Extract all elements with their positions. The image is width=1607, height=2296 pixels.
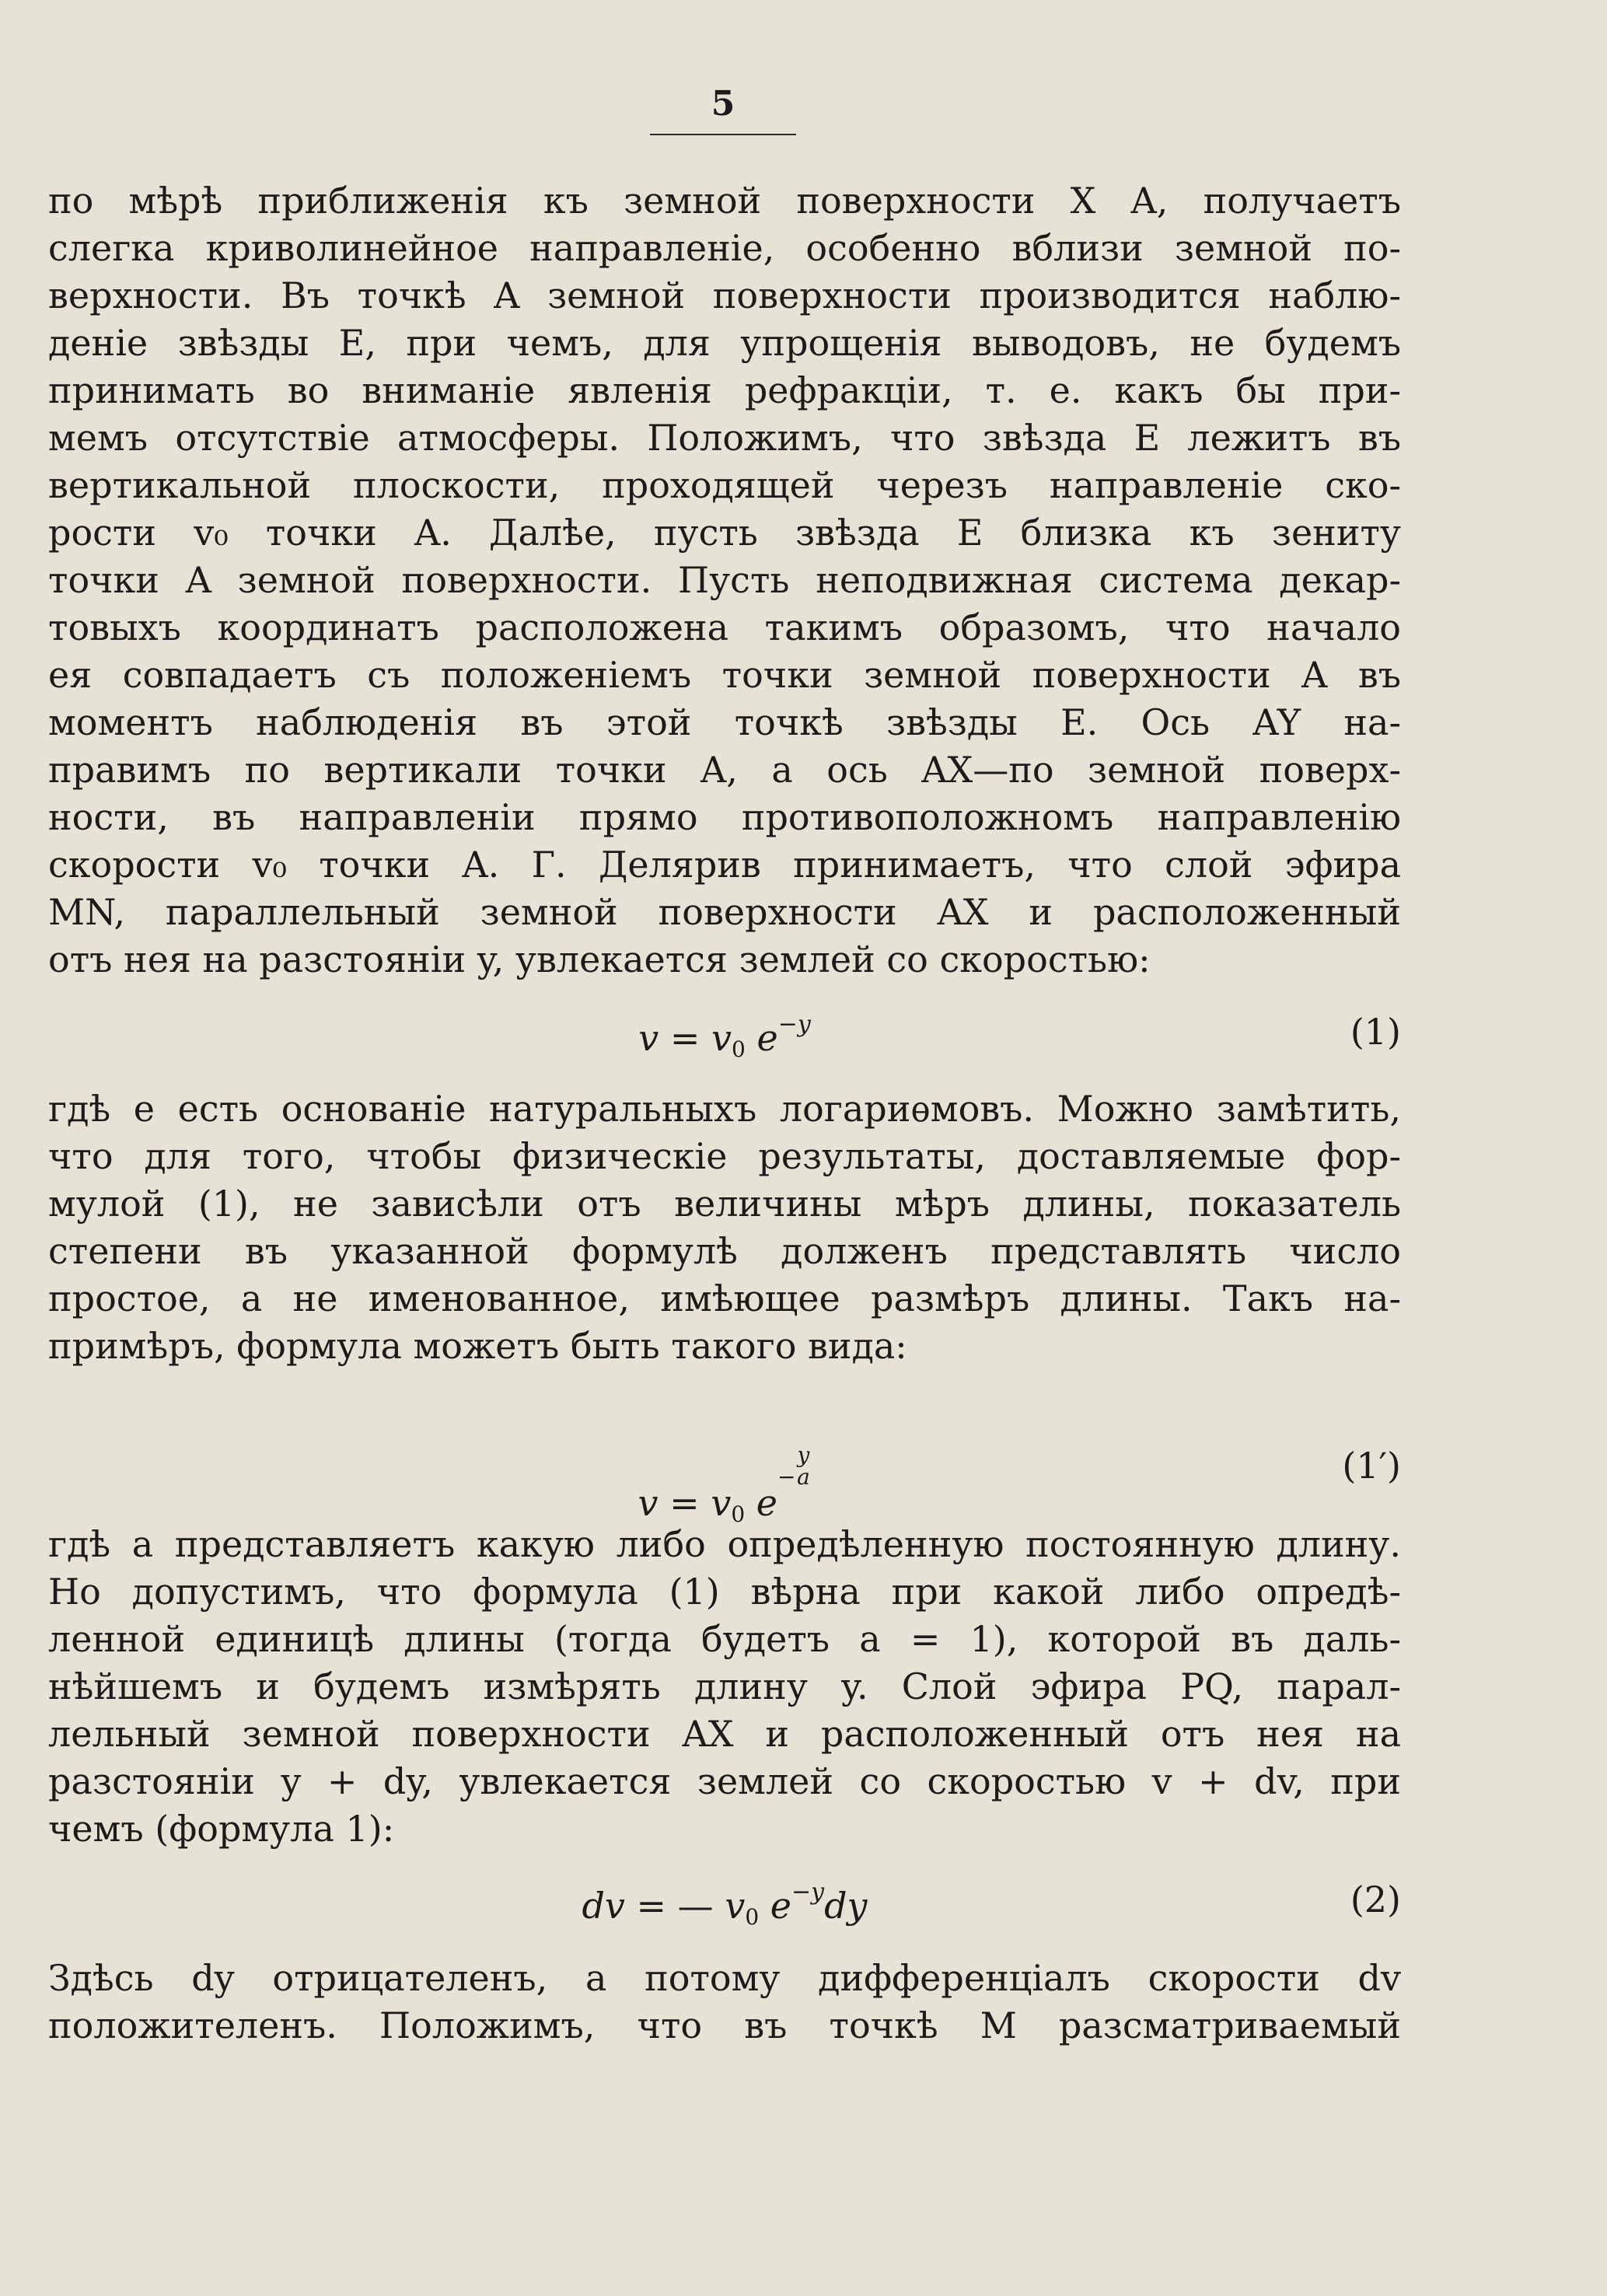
text-line: положителенъ. Положимъ, что въ точкѣ M разсматриваемый (48, 2004, 1401, 2046)
page-number: 5 (711, 84, 735, 124)
equation-2 (48, 1878, 1401, 1941)
text-line: правимъ по вертикали точки A, а ось AX—по земной поверх- (48, 749, 1401, 791)
equation-1-formula: $v = v_0$ $e^{-y}$ (638, 1011, 811, 1062)
text-line: верхности. Въ точкѣ A земной поверхности производится наблю- (48, 274, 1401, 316)
text-line: вертикальной плоскости, проходящей черезъ направленіе ско- (48, 464, 1401, 506)
equation-1 (48, 1011, 1401, 1073)
text-line: слегка криволинейное направленіе, особенно вблизи земной по- (48, 227, 1401, 269)
text-line: ея совпадаетъ съ положеніемъ точки земной поверхности A въ (48, 654, 1401, 696)
text-line: MN, параллельный земной поверхности AX и расположенный (48, 891, 1401, 933)
text-line: ности, въ направленіи прямо противоположномъ направленію (48, 796, 1401, 838)
text-line: моментъ наблюденія въ этой точкѣ звѣзды E. Ось AY на- (48, 701, 1401, 743)
text-line: мулой (1), не зависѣли отъ величины мѣръ длины, показатель (48, 1183, 1401, 1225)
text-line: нѣйшемъ и будемъ измѣрять длину y. Слой эфира PQ, парал- (48, 1665, 1401, 1707)
text-line: ленной единицѣ длины (тогда будетъ a = 1), которой въ даль- (48, 1618, 1401, 1660)
text-line: мемъ отсутствіе атмосферы. Положимъ, что звѣзда E лежитъ въ (48, 417, 1401, 459)
equation-1-prime-label: (1′) (1342, 1445, 1401, 1487)
text-line: точки A земной поверхности. Пусть неподвижная система декар- (48, 559, 1401, 601)
text-line: Здѣсь dy отрицателенъ, а потому дифференціалъ скорости dv (48, 1957, 1401, 1999)
equation-1-prime-formula: $v = v_0$ e−y a (638, 1442, 810, 1527)
equation-1-prime (48, 1442, 1401, 1527)
header-rule (650, 134, 796, 135)
text-line: принимать во вниманіе явленія рефракціи, т. е. какъ бы при- (48, 369, 1401, 411)
text-line: деніе звѣзды E, при чемъ, для упрощенія выводовъ, не будемъ (48, 322, 1401, 364)
text-line: рости v₀ точки A. Далѣе, пусть звѣзда E близка къ зениту (48, 512, 1401, 554)
text-line: Но допустимъ, что формула (1) вѣрна при какой либо опредѣ- (48, 1571, 1401, 1613)
text-line: разстояніи y + dy, увлекается землей со скоростью v + dv, при (48, 1760, 1401, 1802)
text-line: гдѣ e есть основаніе натуральныхъ логариѳмовъ. Можно замѣтить, (48, 1088, 1401, 1130)
text-line: степени въ указанной формулѣ долженъ представлять число (48, 1230, 1401, 1272)
text-line: что для того, чтобы физическіе результаты, доставляемые фор- (48, 1135, 1401, 1177)
text-line: отъ нея на разстояніи y, увлекается землей со скоростью: (48, 938, 1151, 980)
equation-1-label: (1) (1350, 1011, 1401, 1053)
text-line: простое, а не именованное, имѣющее размѣръ длины. Такъ на- (48, 1277, 1401, 1319)
equation-2-label: (2) (1350, 1878, 1401, 1920)
text-line: по мѣрѣ приближенія къ земной поверхности X A, получаетъ (48, 180, 1401, 222)
equation-2-formula: dv = — $v_0$ $e^{-y}dy$ (582, 1878, 868, 1930)
text-line: лельный земной поверхности AX и расположенный отъ нея на (48, 1713, 1401, 1755)
exponent-fraction: −y a (777, 1442, 810, 1490)
text-line: чемъ (формула 1): (48, 1808, 395, 1850)
text-line: скорости v₀ точки A. Г. Делярив принимаетъ, что слой эфира (48, 844, 1401, 886)
text-line: гдѣ a представляетъ какую либо опредѣленную постоянную длину. (48, 1523, 1401, 1565)
text-line: примѣръ, формула можетъ быть такого вида: (48, 1325, 907, 1367)
text-line: товыхъ координатъ расположена такимъ образомъ, что начало (48, 606, 1401, 648)
